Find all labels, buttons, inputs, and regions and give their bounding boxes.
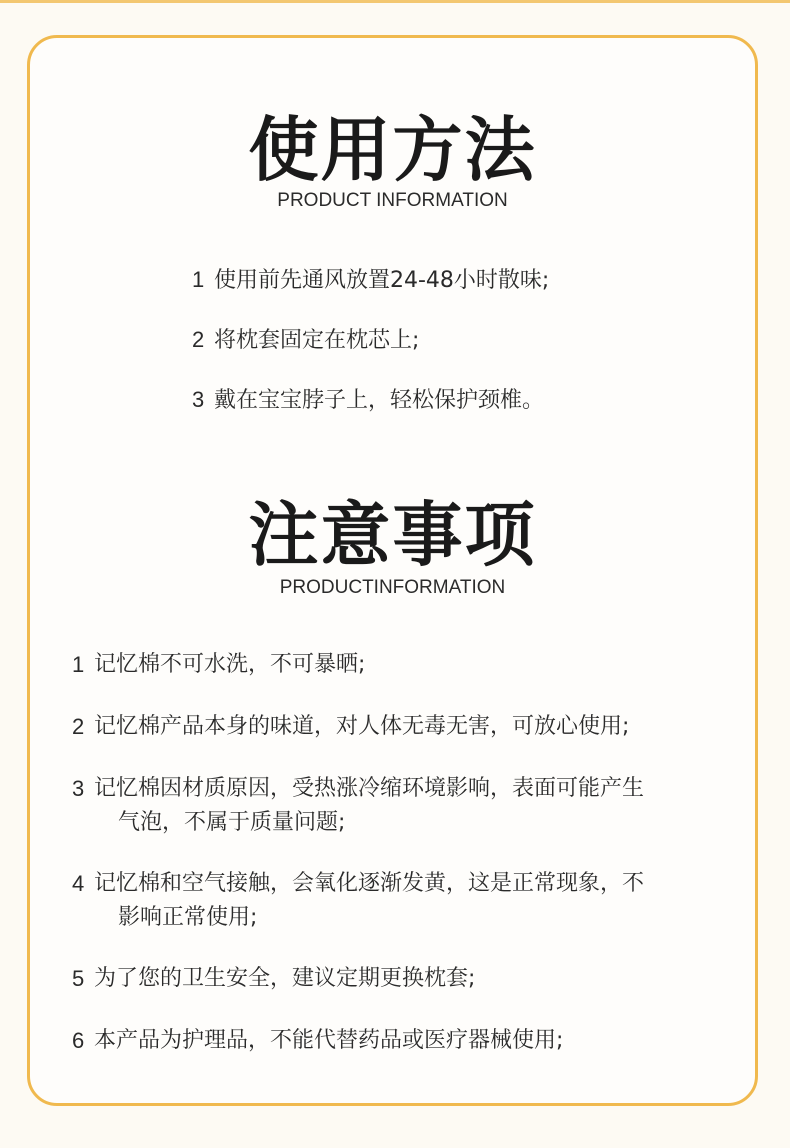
item-line-2: 气泡，不属于质量问题;	[118, 810, 346, 835]
list-item	[72, 962, 732, 997]
item-text: 使用前先通风放置24-48小时散味;	[214, 268, 550, 293]
list-item	[72, 772, 732, 840]
list-item	[192, 323, 712, 358]
list-item	[72, 1024, 732, 1059]
item-text	[94, 772, 724, 840]
list-item	[72, 648, 732, 683]
item-text	[94, 710, 724, 744]
item-text: 将枕套固定在枕芯上;	[214, 328, 420, 353]
list-item	[192, 383, 712, 418]
item-text: 戴在宝宝脖子上，轻松保护颈椎。	[214, 388, 545, 413]
notes-title: 注意事项	[248, 494, 537, 576]
item-number: 3	[192, 387, 205, 412]
item-line-1: 为了您的卫生安全，建议定期更换枕套;	[94, 966, 476, 991]
item-line-1: 记忆棉不可水洗，不可暴晒;	[94, 652, 366, 677]
item-text	[94, 962, 724, 996]
usage-list	[192, 263, 712, 443]
list-item	[72, 867, 732, 935]
item-number: 1	[72, 652, 85, 677]
item-line-1: 本产品为护理品，不能代替药品或医疗器械使用;	[94, 1028, 564, 1053]
item-number: 6	[72, 1028, 85, 1053]
item-number: 2	[192, 327, 205, 352]
info-card	[27, 35, 758, 1106]
item-text	[94, 1024, 724, 1058]
usage-title: 使用方法	[248, 109, 537, 191]
item-line-1: 记忆棉因材质原因，受热涨冷缩环境影响，表面可能产生	[94, 776, 645, 801]
usage-subtitle: PRODUCT INFORMATION	[277, 190, 508, 211]
item-number: 4	[72, 871, 85, 896]
notes-subtitle: PRODUCTINFORMATION	[279, 577, 506, 598]
item-text	[94, 867, 724, 935]
item-number: 3	[72, 776, 85, 801]
item-line-1: 记忆棉产品本身的味道，对人体无毒无害，可放心使用;	[94, 714, 630, 739]
list-item	[192, 263, 712, 298]
item-number: 1	[192, 267, 205, 292]
item-number: 2	[72, 714, 85, 739]
list-item	[72, 710, 732, 745]
item-line-2: 影响正常使用;	[118, 905, 258, 930]
notes-list	[72, 648, 732, 1086]
item-text	[94, 648, 724, 682]
item-line-1: 记忆棉和空气接触，会氧化逐渐发黄，这是正常现象，不	[94, 871, 645, 896]
top-accent-line	[0, 0, 790, 3]
item-number: 5	[72, 966, 85, 991]
